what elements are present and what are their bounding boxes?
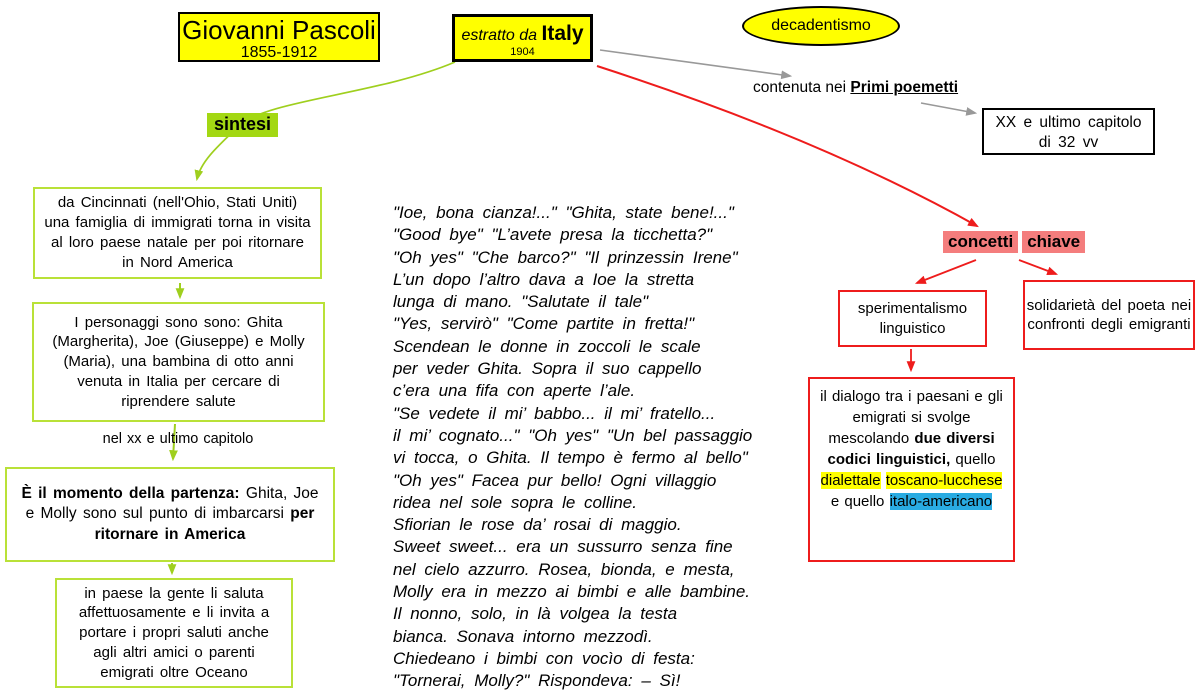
synopsis-box-1: da Cincinnati (nell'Ohio, Stati Uniti) una famiglia di immigrati torna in visita al loro paese natale per poi ritornare in Nord America [33,187,322,279]
author-years: 1855-1912 [240,44,318,61]
poem-line: "Tornerai, Molly?" Rispondeva: – Sì! [393,671,681,691]
dialog-space [881,472,886,489]
key-concepts-word-1: concetti [943,231,1018,253]
poem-line: "Yes, servirò" "Come partite in fretta!" [393,314,695,334]
movement-label: decadentismo [771,17,871,34]
author-box [178,12,380,62]
dialog-highlight-toscano: toscano-lucchese [885,472,1003,489]
synopsis-box-3-bold-2: per ritornare in America [94,505,315,543]
edge-concetti-sper [917,260,976,283]
dialog-highlight-italoamericano: italo-americano [889,493,993,510]
synopsis-box-3-text: Ghita, Joe e Molly sono sul punto di imbarcarsi [25,484,319,523]
poem-line: Sfiorian le rose da’ rosai di maggio. [393,515,682,535]
chapter-line-2: di 32 vv [1038,134,1099,151]
poem-line: nel cielo azzurro. Rosea, bionda, e mesta, [393,559,735,579]
poem-line: ridea nel sole sopra le colline. [393,492,637,512]
chapter-line-1: XX e ultimo capitolo [995,114,1142,131]
poem-line: "Good bye" "L’avete presa la ticchetta?" [393,225,713,245]
edge-collection-to-chapter [921,103,975,113]
collection-label [753,79,958,97]
work-title-line [455,22,590,46]
poem-line: Scendean le donne in zoccoli le scale [393,336,701,356]
poem-line: L’un dopo l’altro dava a Ioe la stretta [393,269,695,289]
author-name: Giovanni Pascoli [182,15,376,45]
synopsis-box-3-bold-1: È il momento della partenza: [21,484,240,502]
chapter-box [982,108,1155,155]
concept-box-sperimentalismo: sperimentalismo linguistico [838,290,987,347]
poem-line: bianca. Sonava intorno mezzodì. [393,626,653,646]
dialog-text-2: quello [950,451,996,468]
poem-line: vi tocca, o Ghita. Il tempo è fermo al bello" [393,448,748,468]
poem-line: il mi’ cognato..." "Oh yes" "Un bel passaggio [393,425,753,445]
poem-line: "Ioe, bona cianza!..." "Ghita, state bene!..." [393,203,734,222]
synopsis-arrow-label: nel xx e ultimo capitolo [102,431,254,447]
poem-line: "Oh yes" "Che barco?" "Il prinzessin Irene" [393,247,738,267]
work-prefix: estratto da [461,27,542,44]
poem-line: Molly era in mezzo ai bimbi e alle bambine. [393,582,751,602]
collection-prefix: contenuta nei [753,79,851,96]
poem-text [393,202,813,693]
dialog-text-bold: due diversi codici linguistici, [827,430,995,468]
key-concepts-word-2: chiave [1022,231,1085,253]
concept-box-solidarieta: solidarietà del poeta nei confronti degli emigranti [1023,280,1195,350]
work-box [452,14,593,62]
movement-ellipse [742,6,900,46]
sintesi-label: sintesi [207,113,278,137]
key-concepts-label [943,232,1085,252]
edge-concetti-soli [1019,260,1056,274]
poem-line: Il nonno, solo, in là volgea la testa [393,604,678,624]
synopsis-box-3 [5,467,335,562]
poem-line: per veder Ghita. Sopra il suo cappello [393,359,702,379]
work-year: 1904 [510,46,535,58]
poem-line: Chiedeano i bimbi con vocìo di festa: [393,648,695,668]
dialog-text-1: il dialogo tra i paesani e gli emigrati si svolge mescolando [820,388,1003,447]
dialog-highlight-dialettale: dialettale [820,472,881,489]
poem-line: lunga di mano. "Salutate il tale" [393,292,649,312]
synopsis-box-2: I personaggi sono sono: Ghita (Margherita), Joe (Giuseppe) e Molly (Maria), una bambina di otto anni venuta in Italia per cercare di riprendere salute [32,302,325,422]
poem-line: "Se vedete il mi’ babbo... il mi’ fratello... [393,403,716,423]
poem-line: Sweet sweet... era un sussurro senza fine [393,537,733,557]
edge-work-to-collection [600,50,790,76]
dialog-codes-box [808,377,1015,562]
dialog-text-3: e quello [830,493,890,510]
poem-line: c’era una fifa con aperte l’ale. [393,381,636,401]
synopsis-box-4: in paese la gente li saluta affettuosamente e li invita a portare i propri saluti anche agli altri amici o parenti emigrati oltre Oceano [55,578,293,688]
collection-name: Primi poemetti [850,79,959,96]
work-title: Italy [541,22,584,45]
poem-line: "Oh yes" Facea pur bello! Ogni villaggio [393,470,717,490]
